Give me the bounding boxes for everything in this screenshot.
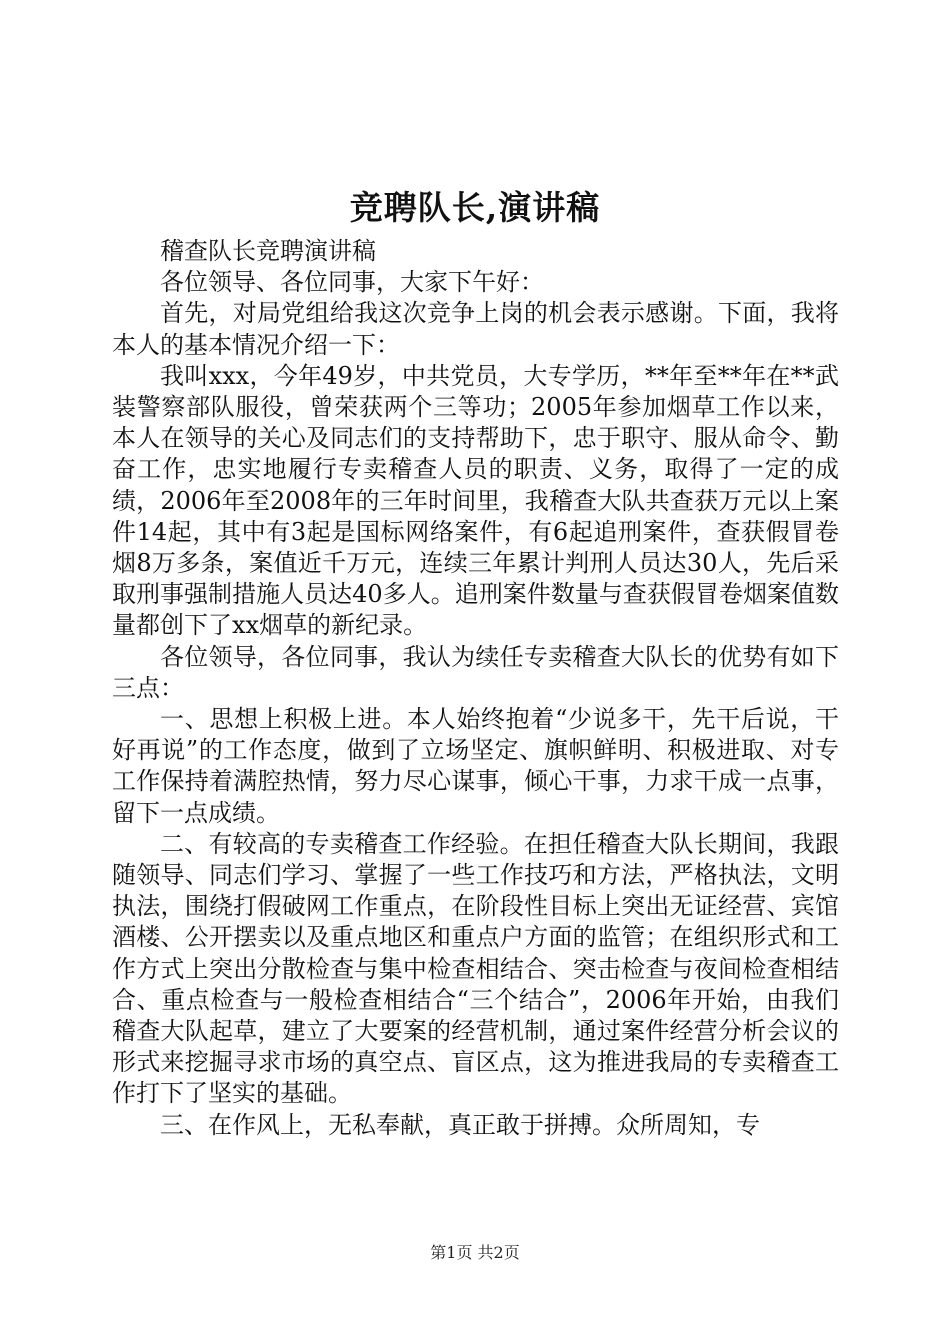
paragraph-point-two: 二、有较高的专卖稽查工作经验。在担任稽查大队长期间，我跟随领导、同志们学习、掌握了一些工作技巧和方法，严格执法，文明执法，围绕打假破网工作重点，在阶段性目标上突出无证经营、宾馆酒楼、公开摆卖以及重点地区和重点户方面的监管；在组织形式和工作方式上突出分散检查与集中检查相结合、突击检查与夜间检查相结合、重点检查与一般检查相结合“三个结合”，2006年开始，由我们稽查大队起草，建立了大要案的经营机制，通过案件经营分析会议的形式来挖掘寻求市场的真空点、盲区点，这为推进我局的专卖稽查工作打下了坚实的基础。 [112, 829, 839, 1108]
document-title: 竞聘队长,演讲稿 [349, 188, 601, 227]
paragraph-subtitle: 稽查队长竞聘演讲稿 [160, 237, 376, 265]
document-body [112, 236, 839, 1141]
paragraph-background: 我叫xxx，今年49岁，中共党员，大专学历，**年至**年在**武装警察部队服役，曾荣获两个三等功；2005年参加烟草工作以来，本人在领导的关心及同志们的支持帮助下，忠于职守、服从命令、勤奋工作，忠实地履行专卖稽查人员的职责、义务，取得了一定的成绩，2006年至2008年的三年时间里，我稽查大队共查获万元以上案件14起，其中有3起是国标网络案件，有6起追刑案件，查获假冒卷烟8万多条，案值近千万元，连续三年累计判刑人员达30人，先后采取刑事强制措施人员达40多人。追刑案件数量与查获假冒卷烟案值数量都创下了xx烟草的新纪录。 [112, 361, 839, 640]
paragraph-point-one: 一、思想上积极上进。本人始终抱着“少说多干，先干后说，干好再说”的工作态度，做到了立场坚定、旗帜鲜明、积极进取、对专工作保持着满腔热情，努力尽心谋事，倾心干事，力求干成一点事，留下一点成绩。 [112, 705, 839, 827]
paragraph-intro: 首先，对局党组给我这次竞争上岗的机会表示感谢。下面，我将本人的基本情况介绍一下： [112, 299, 839, 359]
paragraph-advantages: 各位领导，各位同事，我认为续任专卖稽查大队长的优势有如下三点： [112, 642, 839, 702]
paragraph-greeting: 各位领导、各位同事，大家下午好： [160, 268, 544, 297]
paragraph-point-three: 三、在作风上，无私奉献，真正敢于拼搏。众所周知，专 [160, 1110, 760, 1139]
page-footer: 第1页 共2页 [430, 1243, 520, 1262]
